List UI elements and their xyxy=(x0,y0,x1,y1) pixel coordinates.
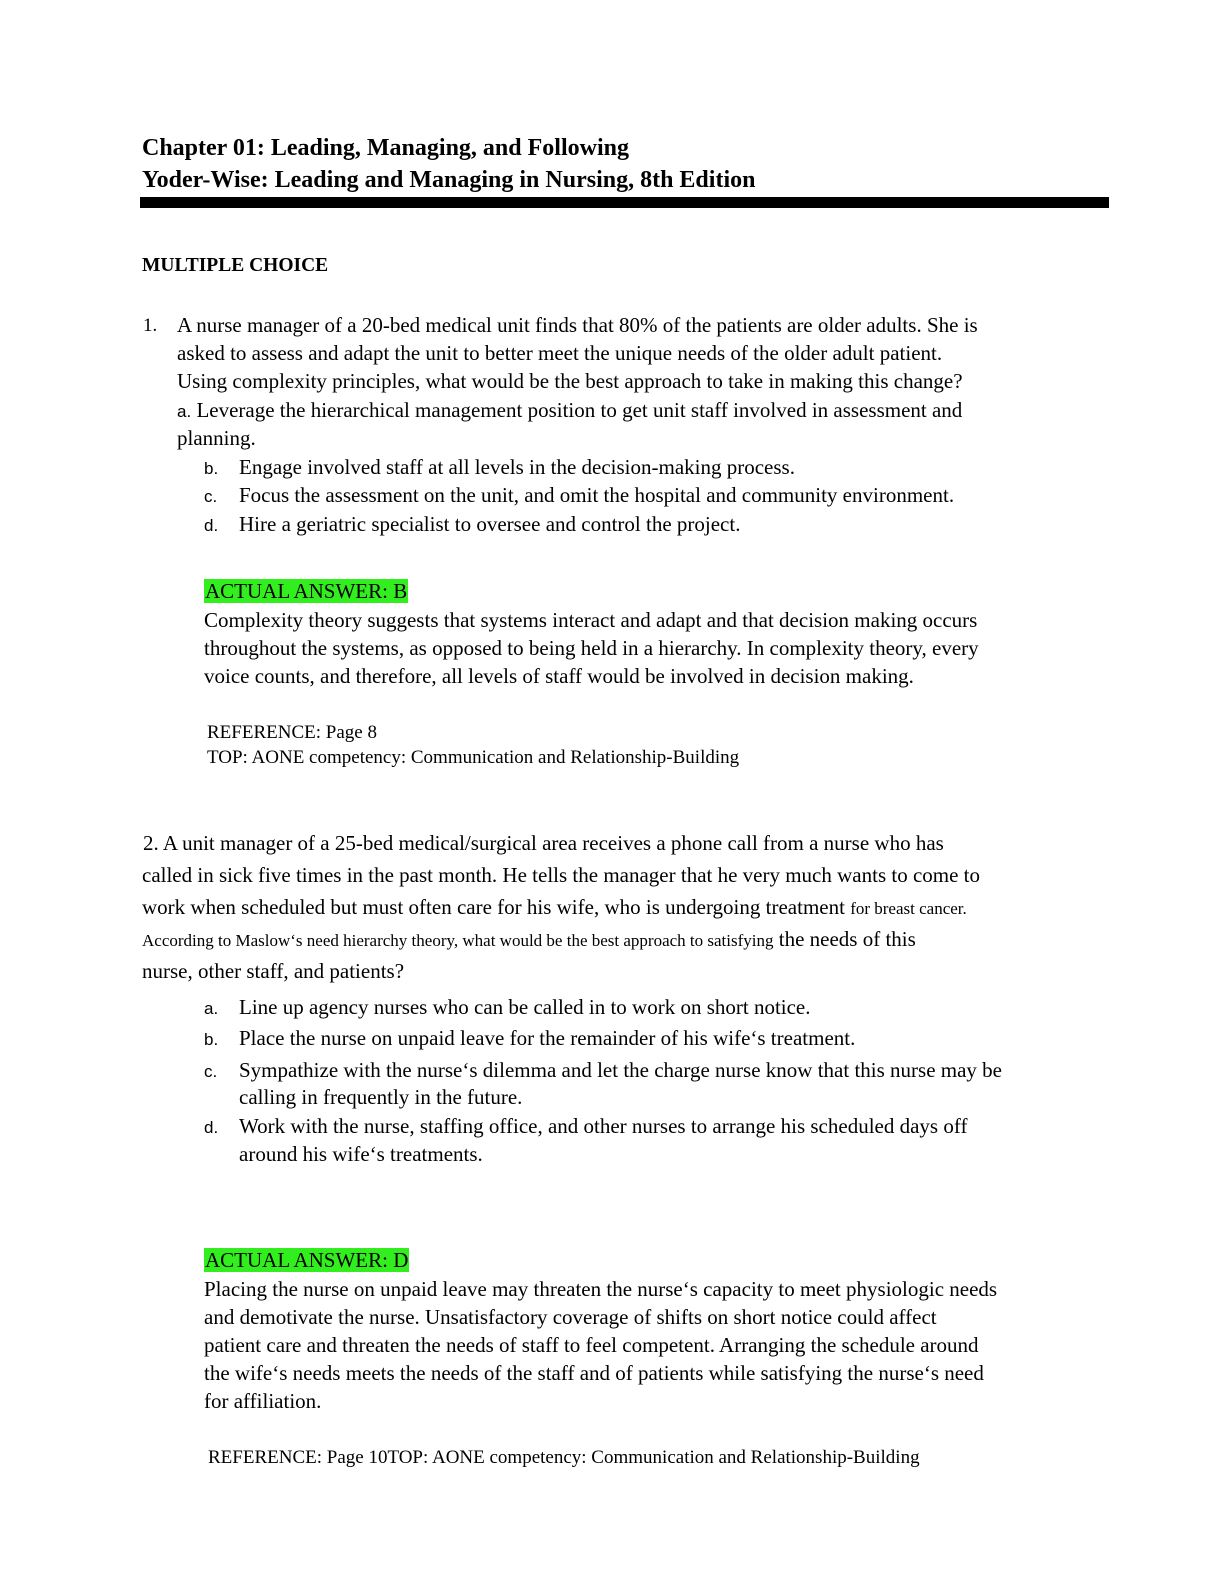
chapter-title: Chapter 01: Leading, Managing, and Following xyxy=(142,135,629,161)
option-b: Place the nurse on unpaid leave for the remainder of his wife‘s treatment. xyxy=(239,1026,856,1050)
question-stem-line: Using complexity principles, what would be the best approach to take in making this change? xyxy=(177,369,963,393)
question-stem-line: called in sick five times in the past month. He tells the manager that he very much wants to come to xyxy=(142,863,981,887)
option-d-continued: around his wife‘s treatments. xyxy=(239,1142,483,1166)
question-stem-line: asked to assess and adapt the unit to better meet the unique needs of the older adult patient. xyxy=(177,341,943,365)
option-letter: a. xyxy=(177,402,192,421)
option-d: Work with the nurse, staffing office, and other nurses to arrange his scheduled days off xyxy=(239,1114,968,1138)
option-c: Focus the assessment on the unit, and omit the hospital and community environment. xyxy=(239,483,955,507)
option-d: Hire a geriatric specialist to oversee and control the project. xyxy=(239,512,741,536)
option-c-continued: calling in frequently in the future. xyxy=(239,1085,523,1109)
reference-topic: REFERENCE: Page 10TOP: AONE competency: Communication and Relationship-Building xyxy=(208,1447,920,1468)
rationale-line: voice counts, and therefore, all levels of staff would be involved in decision making. xyxy=(204,664,914,688)
rationale-line: the wife‘s needs meets the needs of the staff and of patients while satisfying the nurse‘s need xyxy=(204,1361,984,1385)
rationale-line: Complexity theory suggests that systems interact and adapt and that decision making occurs xyxy=(204,608,978,632)
option-letter: d. xyxy=(204,516,219,535)
rationale-line: for affiliation. xyxy=(204,1389,322,1413)
topic: TOP: AONE competency: Communication and Relationship-Building xyxy=(207,747,740,768)
option-c: Sympathize with the nurse‘s dilemma and let the charge nurse know that this nurse may be xyxy=(239,1058,1003,1082)
question-stem-line: A nurse manager of a 20-bed medical unit finds that 80% of the patients are older adults. She is xyxy=(177,313,978,337)
option-b: Engage involved staff at all levels in the decision-making process. xyxy=(239,455,795,479)
header-rule xyxy=(140,197,1109,208)
rationale-line: and demotivate the nurse. Unsatisfactory coverage of shifts on short notice could affect xyxy=(204,1305,937,1329)
option-letter: b. xyxy=(204,459,219,478)
option-letter: d. xyxy=(204,1118,219,1137)
option-letter: a. xyxy=(204,999,219,1018)
rationale-line: throughout the systems, as opposed to being held in a hierarchy. In complexity theory, every xyxy=(204,636,979,660)
question-stem-line: nurse, other staff, and patients? xyxy=(142,959,405,983)
option-letter: b. xyxy=(204,1030,219,1049)
option-text: planning. xyxy=(177,426,256,450)
option-text: Leverage the hierarchical management position to get unit staff involved in assessment and xyxy=(196,398,963,422)
answer-label xyxy=(204,577,408,605)
answer-highlight: ACTUAL ANSWER: D xyxy=(205,1248,409,1272)
option-a xyxy=(177,396,962,426)
answer-label xyxy=(204,1246,409,1274)
question-stem-line: work when scheduled but must often care for his wife, who is undergoing treatment for breast cancer. xyxy=(142,895,967,919)
question-stem-line: According to Maslow‘s need hierarchy theory, what would be the best approach to satisfying the needs of this xyxy=(142,927,916,951)
option-letter: c. xyxy=(204,1062,218,1081)
reference: REFERENCE: Page 8 xyxy=(207,722,377,743)
question-stem-line: 2. A unit manager of a 25-bed medical/surgical area receives a phone call from a nurse who has xyxy=(143,831,944,855)
question-number: 1. xyxy=(143,315,158,336)
section-heading: MULTIPLE CHOICE xyxy=(142,255,329,276)
answer-highlight: ACTUAL ANSWER: B xyxy=(205,579,408,603)
rationale-line: patient care and threaten the needs of staff to feel competent. Arranging the schedule around xyxy=(204,1333,979,1357)
option-a: Line up agency nurses who can be called in to work on short notice. xyxy=(239,995,811,1019)
book-title: Yoder-Wise: Leading and Managing in Nursing, 8th Edition xyxy=(142,167,756,193)
question-number: 2. xyxy=(143,831,159,855)
rationale-line: Placing the nurse on unpaid leave may threaten the nurse‘s capacity to meet physiologic needs xyxy=(204,1277,998,1301)
option-letter: c. xyxy=(204,487,218,506)
